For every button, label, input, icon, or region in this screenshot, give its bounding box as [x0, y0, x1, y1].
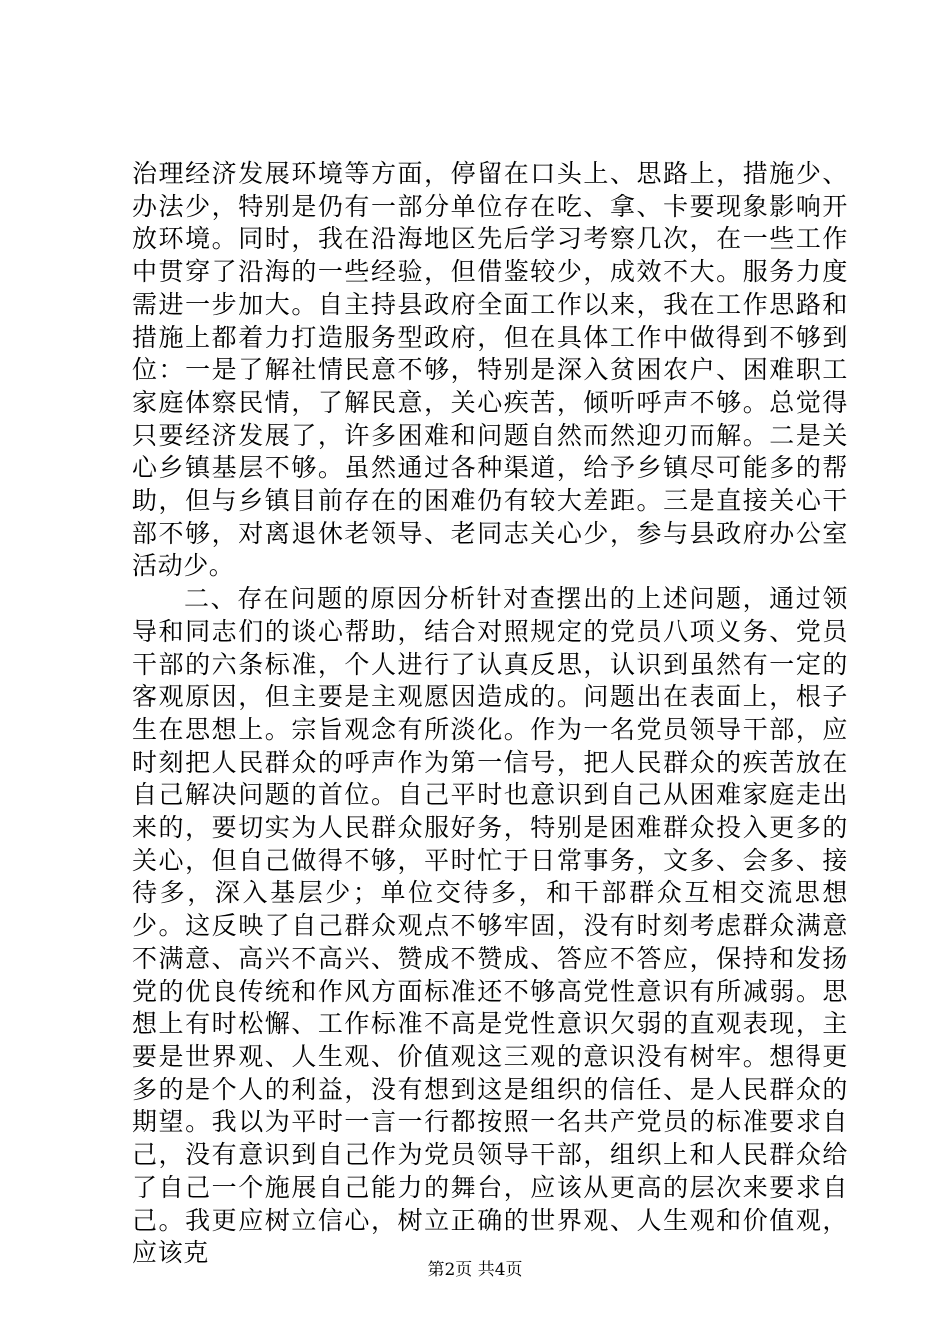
page-footer: 第2页 共4页 — [427, 1260, 523, 1280]
document-body — [132, 158, 848, 1270]
paragraph-continued: 治理经济发展环境等方面，停留在口头上、思路上，措施少、办法少，特别是仍有一部分单位存在吃、拿、卡要现象影响开放环境。同时，我在沿海地区先后学习考察几次，在一些工作中贯穿了沿海的一些经验，但借鉴较少，成效不大。服务力度需进一步加大。自主持县政府全面工作以来，我在工作思路和措施上都着力打造服务型政府，但在具体工作中做得到不够到位：一是了解社情民意不够，特别是深入贫困农户、困难职工家庭体察民情，了解民意，关心疾苦，倾听呼声不够。总觉得只要经济发展了，许多困难和问题自然而然迎刃而解。二是关心乡镇基层不够。虽然通过各种渠道，给予乡镇尽可能多的帮助，但与乡镇目前存在的困难仍有较大差距。三是直接关心干部不够，对离退休老领导、老同志关心少，参与县政府办公室活动少。 — [132, 159, 848, 581]
paragraph-cause-analysis: 二、存在问题的原因分析针对查摆出的上述问题，通过领导和同志们的谈心帮助，结合对照规定的党员八项义务、党员干部的六条标准，个人进行了认真反思，认识到虽然有一定的客观原因，但主要是主观愿因造成的。问题出在表面上，根子生在思想上。宗旨观念有所淡化。作为一名党员领导干部，应时刻把人民群众的呼声作为第一信号，把人民群众的疾苦放在自己解决问题的首位。自己平时也意识到自己从困难家庭走出来的，要切实为人民群众服好务，特别是困难群众投入更多的关心，但自己做得不够，平时忙于日常事务，文多、会多、接待多，深入基层少；单位交待多，和干部群众互相交流思想少。这反映了自己群众观点不够牢固，没有时刻考虑群众满意不满意、高兴不高兴、赞成不赞成、答应不答应，保持和发扬党的优良传统和作风方面标准还不够高党性意识有所减弱。思想上有时松懈、工作标准不高是党性意识欠弱的直观表现，主要是世界观、人生观、价值观这三观的意识没有树牢。想得更多的是个人的利益，没有想到这是组织的信任、是人民群众的期望。我以为平时一言一行都按照一名共产党员的标准要求自己，没有意识到自己作为党员领导干部，组织上和人民群众给了自己一个施展自己能力的舞台，应该从更高的层次来要求自己。我更应树立信心，树立正确的世界观、人生观和价值观，应该克 — [132, 584, 848, 1268]
